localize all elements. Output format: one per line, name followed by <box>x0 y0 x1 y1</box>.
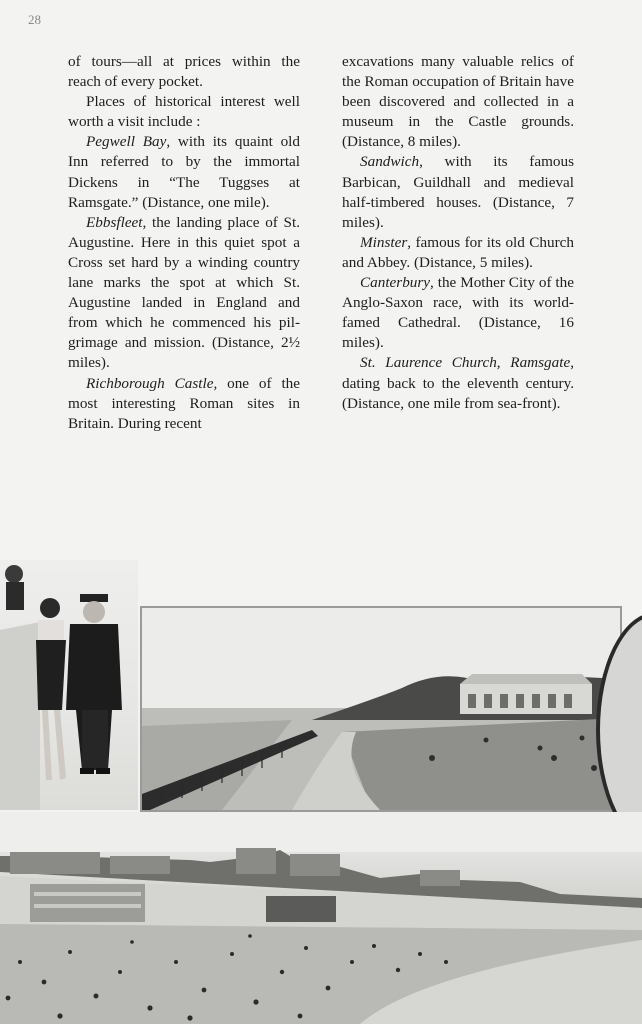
paragraph <box>342 52 574 152</box>
place-name: Sandwich <box>360 153 420 171</box>
paragraph-text: , the landing place of St. Augustine. Here in this quiet spot a Cross set hard by a winding country lane marks the spot at which St. Augustine landed in England and from which he commenced his pilgrimage and mission. (Distance, 2½ miles). <box>68 213 300 372</box>
paragraph <box>68 213 300 374</box>
page-number: 28 <box>28 12 41 27</box>
place-name: Ebbsfleet <box>86 213 143 231</box>
paragraph-text: , with its quaint old Inn referred to by the immortal Dickens in “The Tuggses at Ramsgate.” (Distance, one mile). <box>68 133 300 211</box>
paragraph <box>342 152 574 232</box>
paragraph <box>68 52 300 92</box>
paragraph <box>342 273 574 353</box>
paragraph <box>342 233 574 273</box>
place-name: St. Laurence Church, Ramsgate <box>360 354 571 372</box>
place-name: Richborough Castle <box>86 374 214 392</box>
photo-people-on-promenade <box>0 560 138 810</box>
place-name: Minster <box>360 233 408 251</box>
right-text-column <box>342 52 574 414</box>
paragraph-text: Places of historical interest well worth a visit include : <box>68 93 300 131</box>
paragraph <box>68 132 300 212</box>
paragraph <box>68 92 300 132</box>
paragraph-text: of tours—all at prices within the reach of every pocket. <box>68 53 300 91</box>
paragraph-text: , famous for its old Church and Abbey. (Distance, 5 miles). <box>342 233 574 271</box>
paragraph-text: , dating back to the eleventh century. (Distance, one mile from sea-front). <box>342 354 574 412</box>
paragraph <box>342 353 574 413</box>
paragraph-text: , one of the most interesting Roman sites in Britain. During recent <box>68 374 300 432</box>
photo-bay-promenade <box>140 606 622 812</box>
place-name: Pegwell Bay <box>86 133 167 151</box>
paragraph-text: , with its famous Barbican, Guildhall and medieval half-timbered houses. (Distance, 7 miles). <box>342 153 574 231</box>
paragraph <box>68 374 300 434</box>
place-name: Canterbury <box>360 274 431 292</box>
paragraph-text: excavations many valuable relics of the Roman occupation of Britain have been discovered and collected in a museum in the Castle grounds. (Distance, 8 miles). <box>342 53 574 151</box>
left-text-column <box>68 52 300 434</box>
photo-beach-seafront <box>0 812 642 1024</box>
paragraph-text: , the Mother City of the Anglo-Saxon race, with its world-famed Cathedral. (Distance, 16 miles). <box>342 274 574 352</box>
